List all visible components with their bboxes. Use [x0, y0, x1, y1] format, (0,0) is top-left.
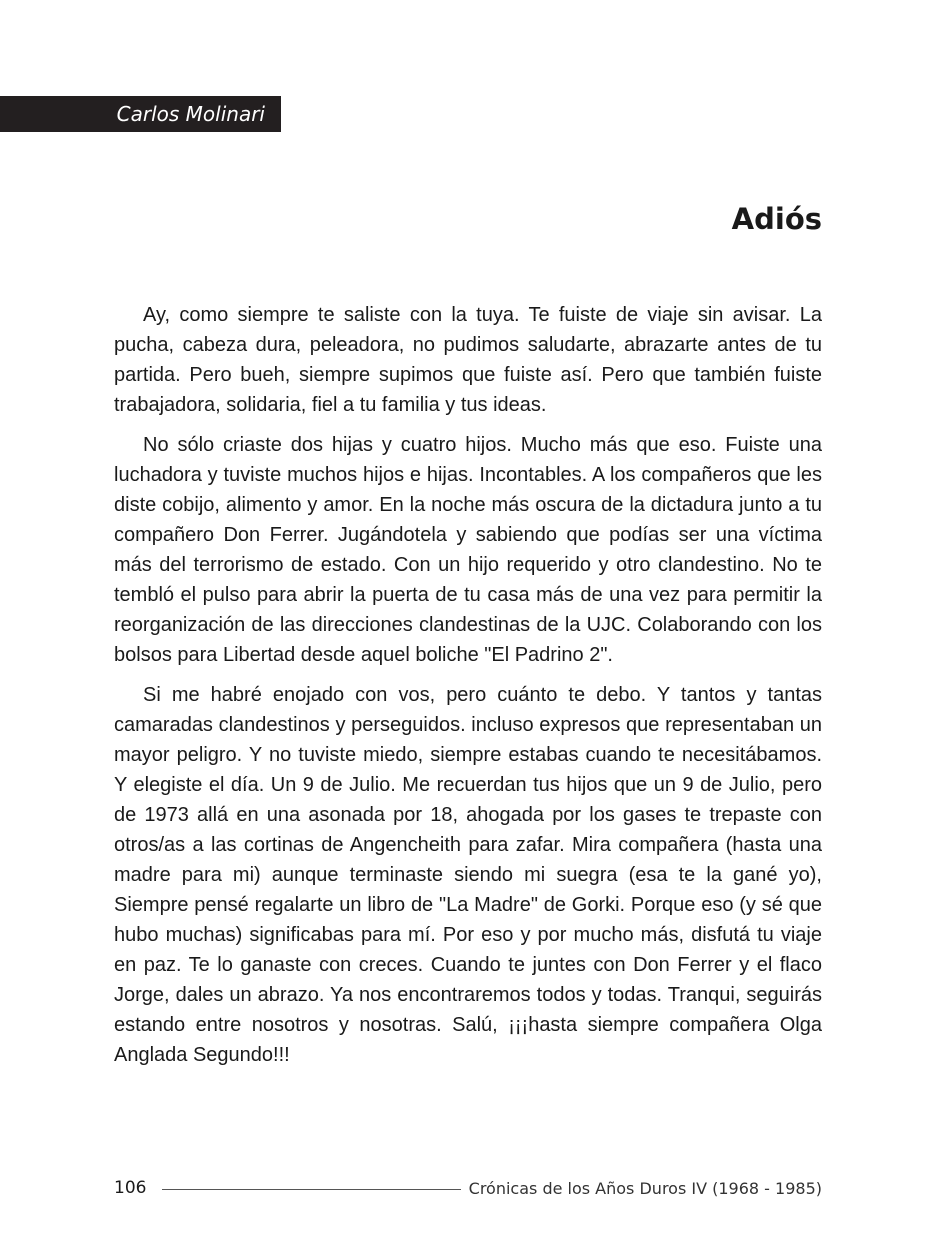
- page-footer: [114, 1176, 822, 1200]
- paragraph-1: Ay, como siempre te saliste con la tuya. Te fuiste de viaje sin avisar. La pucha, cabeza dura, peleadora, no pudimos saludarte, abrazarte antes de tu partida. Pero bueh, siempre supimos que fuiste así. Pero que también fuiste trabajadora, solidaria, fiel a tu familia y tus ideas.: [114, 304, 822, 416]
- author-name: Carlos Molinari: [116, 102, 265, 126]
- footer-divider: [162, 1189, 460, 1190]
- paragraph-3: Si me habré enojado con vos, pero cuánto te debo. Y tantos y tantas camaradas clandestinos y perseguidos. incluso expresos que representaban un mayor peligro. Y no tuviste miedo, siempre estabas cuando te necesitábamos. Y elegiste el día. Un 9 de Julio. Me recuerdan tus hijos que un 9 de Julio, pero de 1973 allá en una asonada por 18, ahogada por los gases te trepaste con otros/as a las cortinas de Angencheith para zafar. Mira compañera (hasta una madre para mi) aunque terminaste siendo mi suegra (esa te la gané yo), Siempre pensé regalarte un libro de "La Madre" de Gorki. Porque eso (y sé que hubo muchas) significabas para mí. Por eso y por mucho más, disfutá tu viaje en paz. Te lo ganaste con creces. Cuando te juntes con Don Ferrer y el flaco Jorge, dales un abrazo. Ya nos encontraremos todos y todas. Tranqui, seguirás estando entre nosotros y nosotras. Salú, ¡¡¡hasta siempre compañera Olga Anglada Segundo!!!: [114, 684, 822, 1066]
- article-title: Adiós: [731, 202, 822, 236]
- book-title: Crónicas de los Años Duros IV (1968 - 1985): [468, 1178, 822, 1198]
- paragraph-2: No sólo criaste dos hijas y cuatro hijos. Mucho más que eso. Fuiste una luchadora y tuviste muchos hijos e hijas. Incontables. A los compañeros que les diste cobijo, alimento y amor. En la noche más oscura de la dictadura junto a tu compañero Don Ferrer. Jugándotela y sabiendo que podías ser una víctima más del terrorismo de estado. Con un hijo requerido y otro clandestino. No te tembló el pulso para abrir la puerta de tu casa más de una vez para permitir la reorganización de las direcciones clandestinas de la UJC. Colaborando con los bolsos para Libertad desde aquel boliche "El Padrino 2".: [114, 434, 822, 666]
- article-body: [114, 300, 822, 1080]
- page-number: 106: [114, 1178, 147, 1198]
- author-header-tab: [0, 96, 281, 132]
